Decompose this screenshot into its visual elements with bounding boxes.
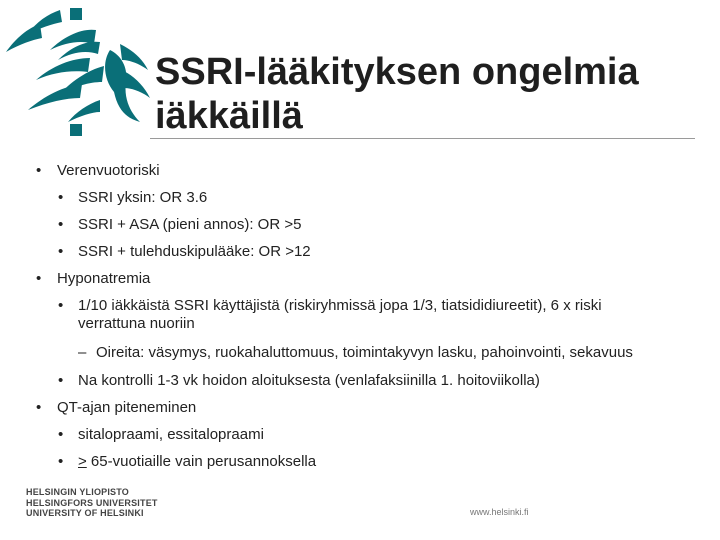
bullet-item-oireita [78, 344, 698, 362]
bullet-marker: • [58, 426, 64, 443]
bullet-text-line-2: verrattuna nuoriin [78, 315, 195, 332]
bullet-item-ssri-yksin [58, 189, 207, 207]
wordmark-en: UNIVERSITY OF HELSINKI [26, 508, 144, 518]
bullet-item-ssri-asa [58, 216, 301, 234]
title-divider [150, 138, 695, 139]
bullet-item-na-kontrolli [58, 372, 540, 390]
bullet-item-sitalopraami [58, 426, 264, 444]
bullet-marker: • [58, 189, 64, 206]
bullet-marker: • [58, 453, 64, 470]
bullet-text: Oireita: väsymys, ruokahaluttomuus, toimintakyvyn lasku, pahoinvointi, sekavuus [96, 344, 633, 361]
bullet-text: Verenvuotoriski [57, 162, 160, 179]
bullet-marker: • [58, 297, 64, 314]
title-line-2: iäkkäillä [155, 95, 303, 137]
bullet-text [58, 453, 316, 471]
greater-equal-sign: > [78, 453, 87, 470]
university-wordmark [26, 487, 158, 519]
bullet-text-rest: 65-vuotiaille vain perusannoksella [86, 453, 317, 470]
bullet-item-ssri-tulehduskipulaake [58, 243, 311, 261]
bullet-marker: • [36, 270, 42, 287]
wordmark-sv: HELSINGFORS UNIVERSITET [26, 497, 158, 508]
bullet-text-line-1: 1/10 iäkkäistä SSRI käyttäjistä (riskiryhmissä jopa 1/3, tiatsididiureetit), 6 x riski [78, 297, 602, 314]
bullet-text: sitalopraami, essitalopraami [78, 426, 264, 443]
title-line-1: SSRI-lääkityksen ongelmia [155, 51, 639, 93]
bullet-text: SSRI + tulehduskipulääke: OR >12 [78, 243, 311, 260]
bullet-item-iakkaista [58, 297, 688, 333]
bullet-text: QT-ajan piteneminen [57, 399, 197, 416]
bullet-text: SSRI yksin: OR 3.6 [78, 189, 208, 206]
bullet-item-perusannos [58, 453, 316, 471]
wordmark-fi: HELSINGIN YLIOPISTO [26, 487, 129, 497]
university-logo-icon [0, 0, 170, 145]
bullet-text: Na kontrolli 1-3 vk hoidon aloituksesta (venlafaksiinilla 1. hoitoviikolla) [78, 372, 540, 389]
dash-marker: – [78, 344, 87, 361]
bullet-marker: • [36, 162, 42, 179]
bullet-item-qt [36, 399, 196, 417]
bullet-marker: • [58, 243, 64, 260]
bullet-marker: • [58, 372, 64, 389]
bullet-item-hyponatremia [36, 270, 150, 288]
slide-title [155, 50, 695, 138]
bullet-marker: • [58, 216, 64, 233]
footer-url[interactable]: www.helsinki.fi [470, 507, 529, 517]
bullet-item-verenvuotoriski [36, 162, 160, 180]
bullet-marker: • [36, 399, 42, 416]
bullet-text: Hyponatremia [57, 270, 151, 287]
bullet-text: SSRI + ASA (pieni annos): OR >5 [78, 216, 302, 233]
